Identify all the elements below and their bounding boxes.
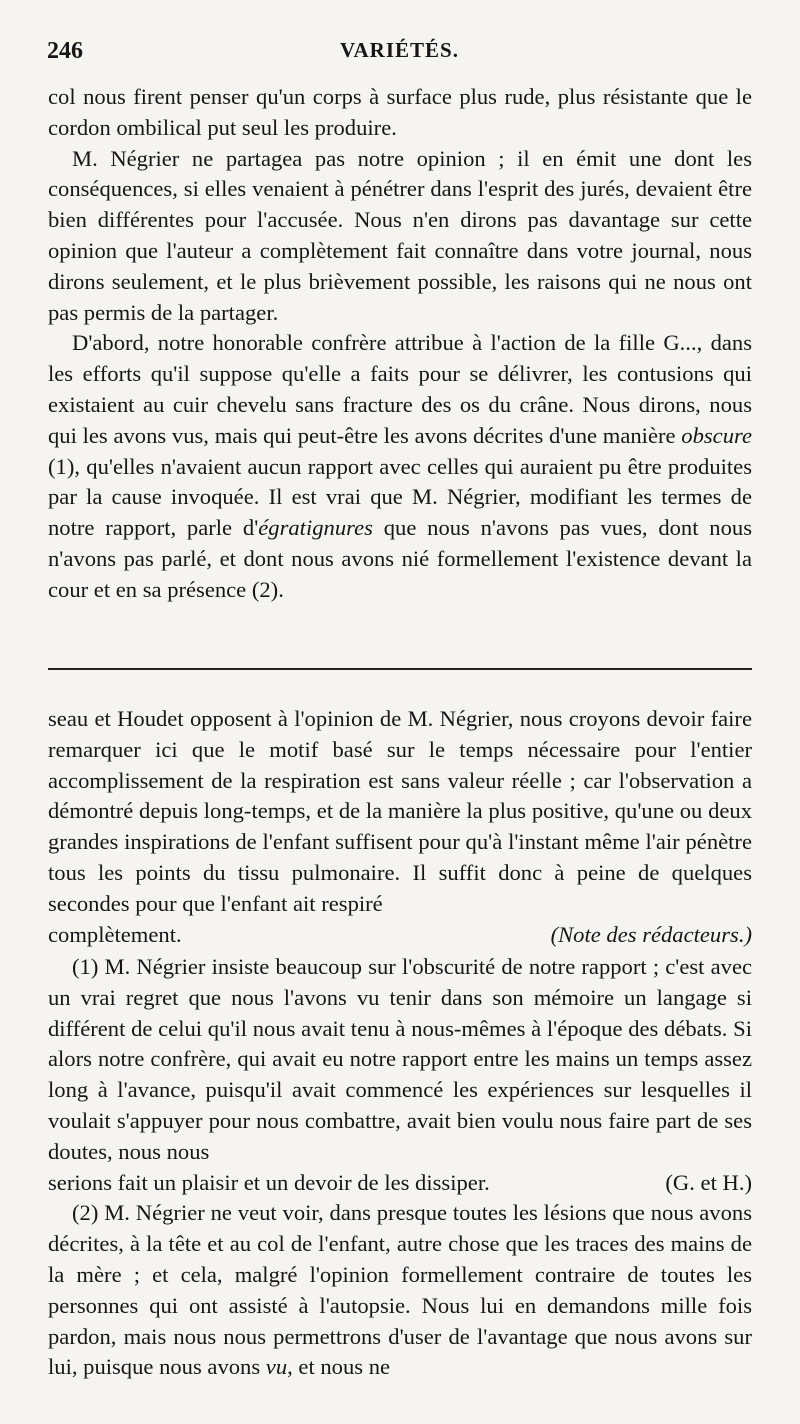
footnote-1-last-line: serions fait un plaisir et un devoir de les dissiper.: [48, 1169, 490, 1195]
footnote-continuation: [48, 704, 752, 950]
footnote-continuation-text: seau et Houdet opposent à l'opinion de M. Négrier, nous croyons devoir faire remarquer ici que le motif basé sur le temps nécessaire pour l'entier accomplissement de la respiration est sans valeur réelle ; car l'observation a démontré depuis long-temps, et de la manière la plus positive, qu'une ou deux grandes inspirations de l'enfant suffisent pour qu'à l'instant même l'air pénètre tous les points du tissu pulmonaire. Il suffit donc à peine de quelques secondes pour que l'enfant ait respiré: [48, 706, 752, 916]
footnote-continuation-end: [48, 920, 752, 951]
italic-vu: vu: [265, 1354, 288, 1380]
footnote-2: [48, 1198, 752, 1383]
page-header: [47, 38, 752, 78]
footnote-1: (1) M. Négrier insiste beaucoup sur l'obscurité de notre rapport ; c'est avec un vrai regret que nous l'avons vu tenir dans son mémoire un langage si différent de celui qu'il nous avait tenu à nous-mêmes à l'époque des débats. Si alors notre confrère, qui avait eu notre rapport entre les mains un temps assez long à l'avance, puisqu'il avait commencé les expériences sur lesquelles il voulait s'appuyer pour nous combattre, avait bien voulu nous faire part de ses doutes, nous nous: [48, 954, 752, 1164]
main-text: [48, 82, 752, 606]
footnote-2-part-2: , et nous ne: [287, 1354, 391, 1380]
editors-note-signature: (Note des rédacteurs.): [550, 921, 752, 947]
footnote-continuation-last-word: complètement.: [48, 921, 182, 947]
running-head: VARIÉTÉS.: [340, 38, 459, 62]
italic-egratignures: égratignures: [258, 515, 373, 541]
paragraph-2: M. Négrier ne partagea pas notre opinion ; il en émit une dont les conséquences, si elles venaient à pénétrer dans l'esprit des jurés, devaient être bien différentes pour l'accusée. Nous n'en dirons pas davantage sur cette opinion que l'auteur a complètement fait connaître dans votre journal, nous dirons seulement, et le plus brièvement possible, les raisons qui ne nous ont pas permis de la partager.: [48, 145, 752, 325]
footnotes: [48, 952, 752, 1383]
italic-obscure: obscure: [681, 422, 752, 448]
footnote-2-part-1: (2) M. Négrier ne veut voir, dans presque toutes les lésions que nous avons décrites, à la tête et au col de l'enfant, autre chose que les traces des mains de la mère ; et cela, malgré l'opinion formellement contraire de toutes les personnes qui ont assisté à l'autopsie. Nous lui en demandons mille fois pardon, mais nous nous permettrons d'user de l'avantage que nous avons sur lui, puisque nous avons: [48, 1200, 752, 1380]
page-number: 246: [47, 38, 83, 64]
paragraph-3-part-3: que nous n'avons pas vues, dont nous n'avons pas parlé, et dont nous avons nié formellement l'existence devant la cour et en sa présence (2).: [48, 515, 752, 602]
paragraph-3: [48, 328, 752, 605]
paragraph-1: col nous firent penser qu'un corps à surface plus rude, plus résistante que le cordon ombilical put seul les produire.: [48, 84, 752, 140]
footnote-1-end: [48, 1168, 752, 1199]
footnote-1-signature: (G. et H.): [665, 1169, 752, 1195]
paragraph-3-part-1: D'abord, notre honorable confrère attribue à l'action de la fille G..., dans les efforts qu'il suppose qu'elle a faits pour se délivrer, les contusions qui existaient au cuir chevelu sans fracture des os du crâne. Nous dirons, nous qui les avons vus, mais qui peut-être les avons décrites d'une manière: [48, 330, 752, 448]
footnote-separator: [48, 668, 752, 670]
paragraph-3-part-2: (1), qu'elles n'avaient aucun rapport avec celles qui auraient pu être produites par la cause invoquée. Il est vrai que M. Négrier, modifiant les termes de notre rapport, parle d': [48, 453, 752, 541]
